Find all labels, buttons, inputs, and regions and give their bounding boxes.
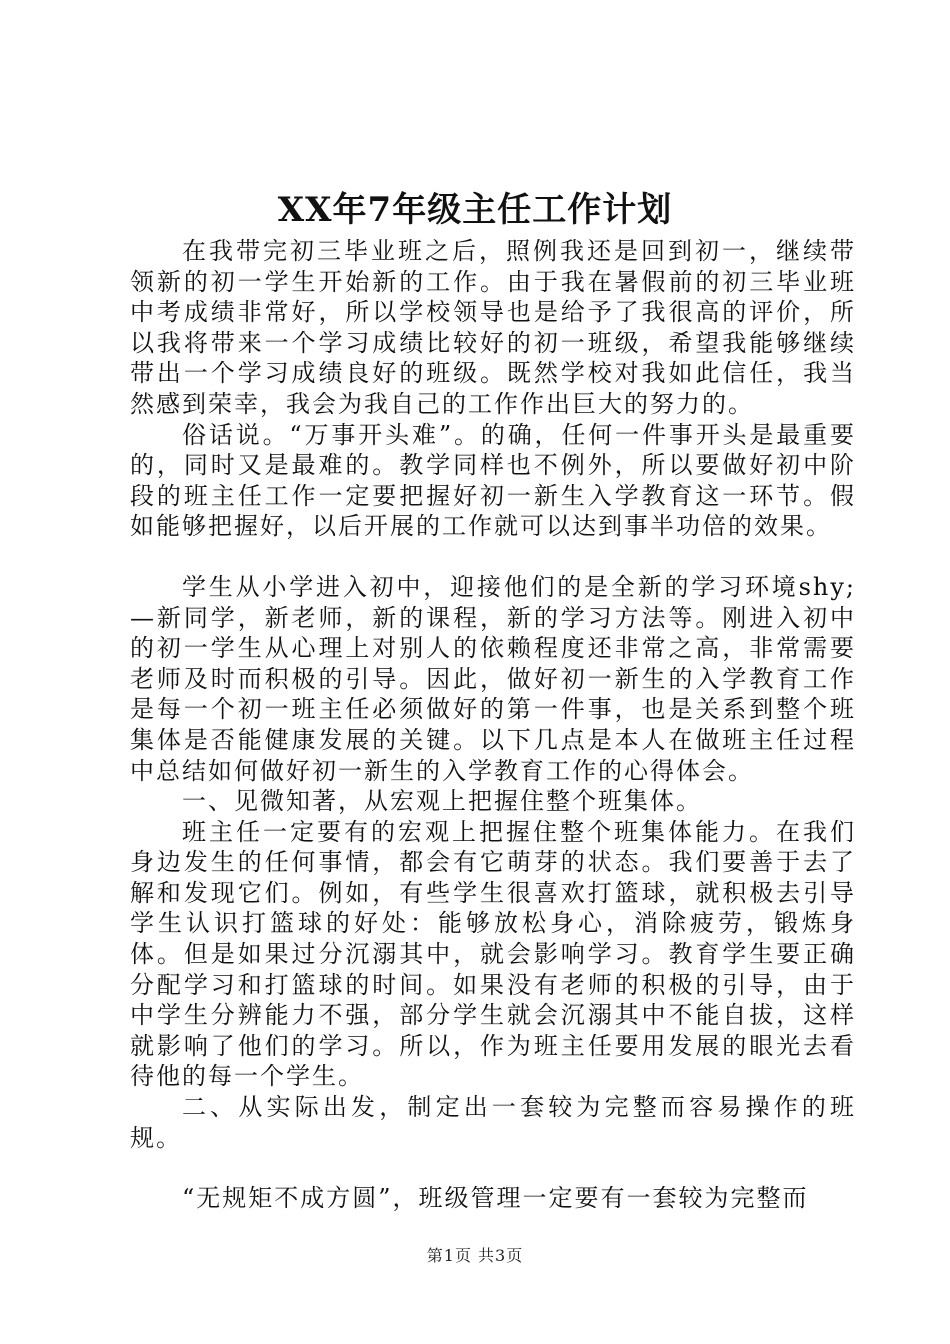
page-footer: 第1页 共3页 — [426, 1246, 524, 1265]
paragraph: “无规矩不成方圆”，班级管理一定要有一套较为完整而 — [182, 1184, 809, 1213]
paragraph: 俗话说。“万事开头难”。的确，任何一件事开头是最重要的，同时又是最难的。教学同样也不例外，所以要做好初中阶段的班主任工作一定要把握好初一新生入学教育这一环节。假如能够把握好，以后开展的工作就可以达到事半功倍的效果。 — [130, 420, 856, 541]
document-body — [130, 236, 856, 1214]
section-heading: 一、见微知著，从宏观上把握住整个班集体。 — [182, 787, 702, 816]
page-title: XX年7年级主任工作计划 — [277, 190, 673, 230]
paragraph: 在我带完初三毕业班之后，照例我还是回到初一，继续带领新的初一学生开始新的工作。由于我在暑假前的初三毕业班中考成绩非常好，所以学校领导也是给予了我很高的评价，所以我将带来一个学习成绩比较好的初一班级，希望我能够继续带出一个学习成绩良好的班级。既然学校对我如此信任，我当然感到荣幸，我会为我自己的工作作出巨大的努力的。 — [130, 237, 856, 418]
paragraph: 学生从小学进入初中，迎接他们的是全新的学习环境shy;—新同学，新老师，新的课程，新的学习方法等。刚进入初中的初一学生从心理上对别人的依赖程度还非常之高，非常需要老师及时而积极的引导。因此，做好初一新生的入学教育工作是每一个初一班主任必须做好的第一件事，也是关系到整个班集体是否能健康发展的关键。以下几点是本人在做班主任过程中总结如何做好初一新生的入学教育工作的心得体会。 — [130, 572, 856, 785]
paragraph: 班主任一定要有的宏观上把握住整个班集体能力。在我们身边发生的任何事情，都会有它萌芽的状态。我们要善于去了解和发现它们。例如，有些学生很喜欢打篮球，就积极去引导学生认识打篮球的好处：能够放松身心，消除疲劳，锻炼身体。但是如果过分沉溺其中，就会影响学习。教育学生要正确分配学习和打篮球的时间。如果没有老师的积极的引导，由于中学生分辨能力不强，部分学生就会沉溺其中不能自拔，这样就影响了他们的学习。所以，作为班主任要用发展的眼光去看待他的每一个学生。 — [130, 817, 856, 1091]
section-heading: 二、从实际出发，制定出一套较为完整而容易操作的班规。 — [130, 1093, 856, 1152]
